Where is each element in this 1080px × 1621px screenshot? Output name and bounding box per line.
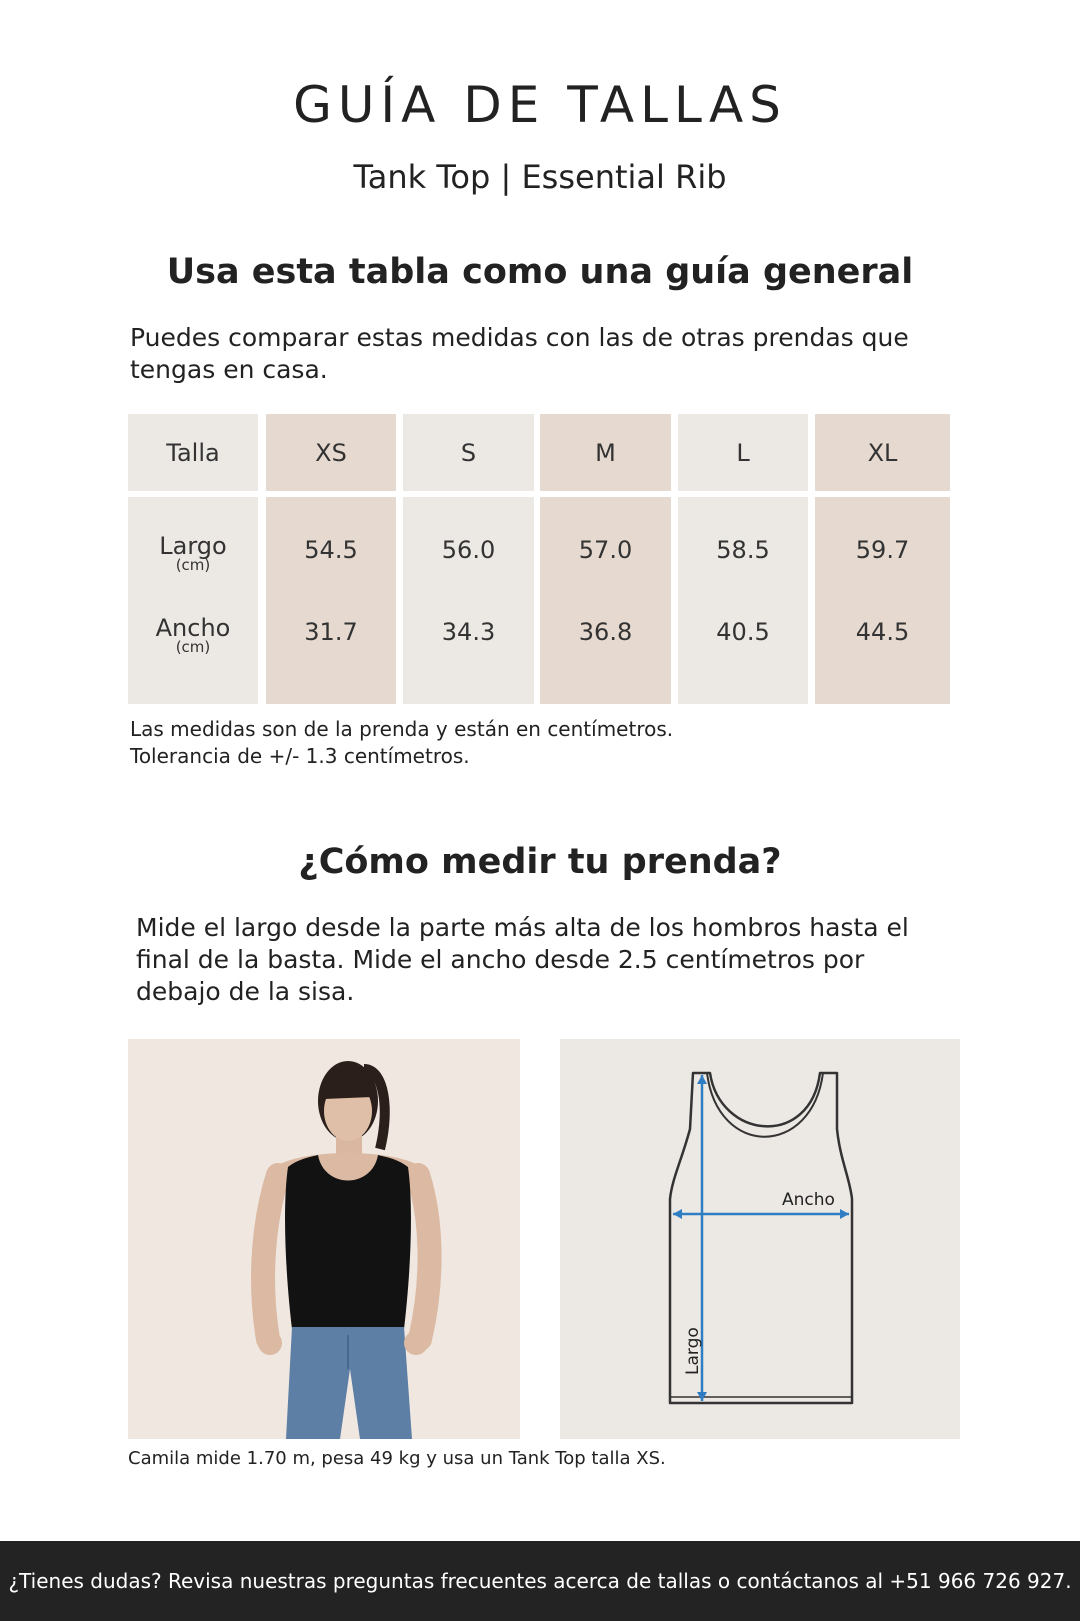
model-photo: [128, 1039, 520, 1439]
tank-top-diagram: [560, 1039, 960, 1439]
size-header-xl: XL: [815, 414, 950, 491]
row-label-unit: (cm): [175, 556, 211, 574]
table-notes: [130, 716, 673, 770]
length-label: Largo: [683, 1327, 703, 1375]
product-subtitle: Tank Top | Essential Rib: [353, 158, 727, 196]
value-ancho-s: 34.3: [441, 618, 496, 646]
row-label-largo: [128, 524, 258, 584]
value-ancho-l: 40.5: [716, 618, 770, 646]
length-arrow-head-top: [697, 1075, 707, 1084]
footer-text: ¿Tienes dudas? Revisa nuestras preguntas frecuentes acerca de tallas o contáctanos al +51 966 726 927.: [8, 1569, 1072, 1593]
value-largo-l: 58.5: [716, 536, 770, 564]
page-title: GUÍA DE TALLAS: [293, 76, 787, 134]
note-units: Las medidas son de la prenda y están en centímetros.: [130, 717, 674, 741]
size-header-xs: XS: [266, 414, 396, 491]
width-label: Ancho: [782, 1190, 835, 1210]
size-table: [128, 414, 950, 704]
measure-heading: ¿Cómo medir tu prenda?: [298, 842, 782, 882]
measurement-diagram: [560, 1039, 960, 1439]
size-header-m: M: [540, 414, 671, 491]
model-illustration: [128, 1039, 520, 1439]
row-label-text: Ancho: [155, 614, 231, 642]
note-tolerance: Tolerancia de +/- 1.3 centímetros.: [130, 744, 470, 768]
row-label-unit: (cm): [175, 638, 211, 656]
model-caption: Camila mide 1.70 m, pesa 49 kg y usa un Tank Top talla XS.: [128, 1448, 666, 1469]
help-footer: [0, 1541, 1080, 1621]
width-arrow-head-left: [673, 1209, 682, 1219]
value-largo-s: 56.0: [441, 536, 496, 564]
size-header-s: S: [403, 414, 534, 491]
value-ancho-xl: 44.5: [855, 618, 910, 646]
size-header-l: L: [678, 414, 808, 491]
value-ancho-xs: 31.7: [304, 618, 358, 646]
width-arrow-head-right: [840, 1209, 849, 1219]
size-header-label: Talla: [128, 414, 258, 491]
row-label-text: Largo: [159, 532, 227, 560]
value-largo-xs: 54.5: [304, 536, 358, 564]
value-ancho-m: 36.8: [578, 618, 633, 646]
guide-heading: Usa esta tabla como una guía general: [166, 252, 914, 292]
row-label-ancho: [128, 606, 258, 666]
measure-instructions: Mide el largo desde la parte más alta de los hombros hasta el final de la basta. Mide el ancho desde 2.5 centímetros por debajo de la sisa.: [136, 913, 909, 1006]
value-largo-m: 57.0: [578, 536, 633, 564]
value-largo-xl: 59.7: [855, 536, 910, 564]
guide-intro: Puedes comparar estas medidas con las de otras prendas que tengas en casa.: [130, 323, 909, 384]
